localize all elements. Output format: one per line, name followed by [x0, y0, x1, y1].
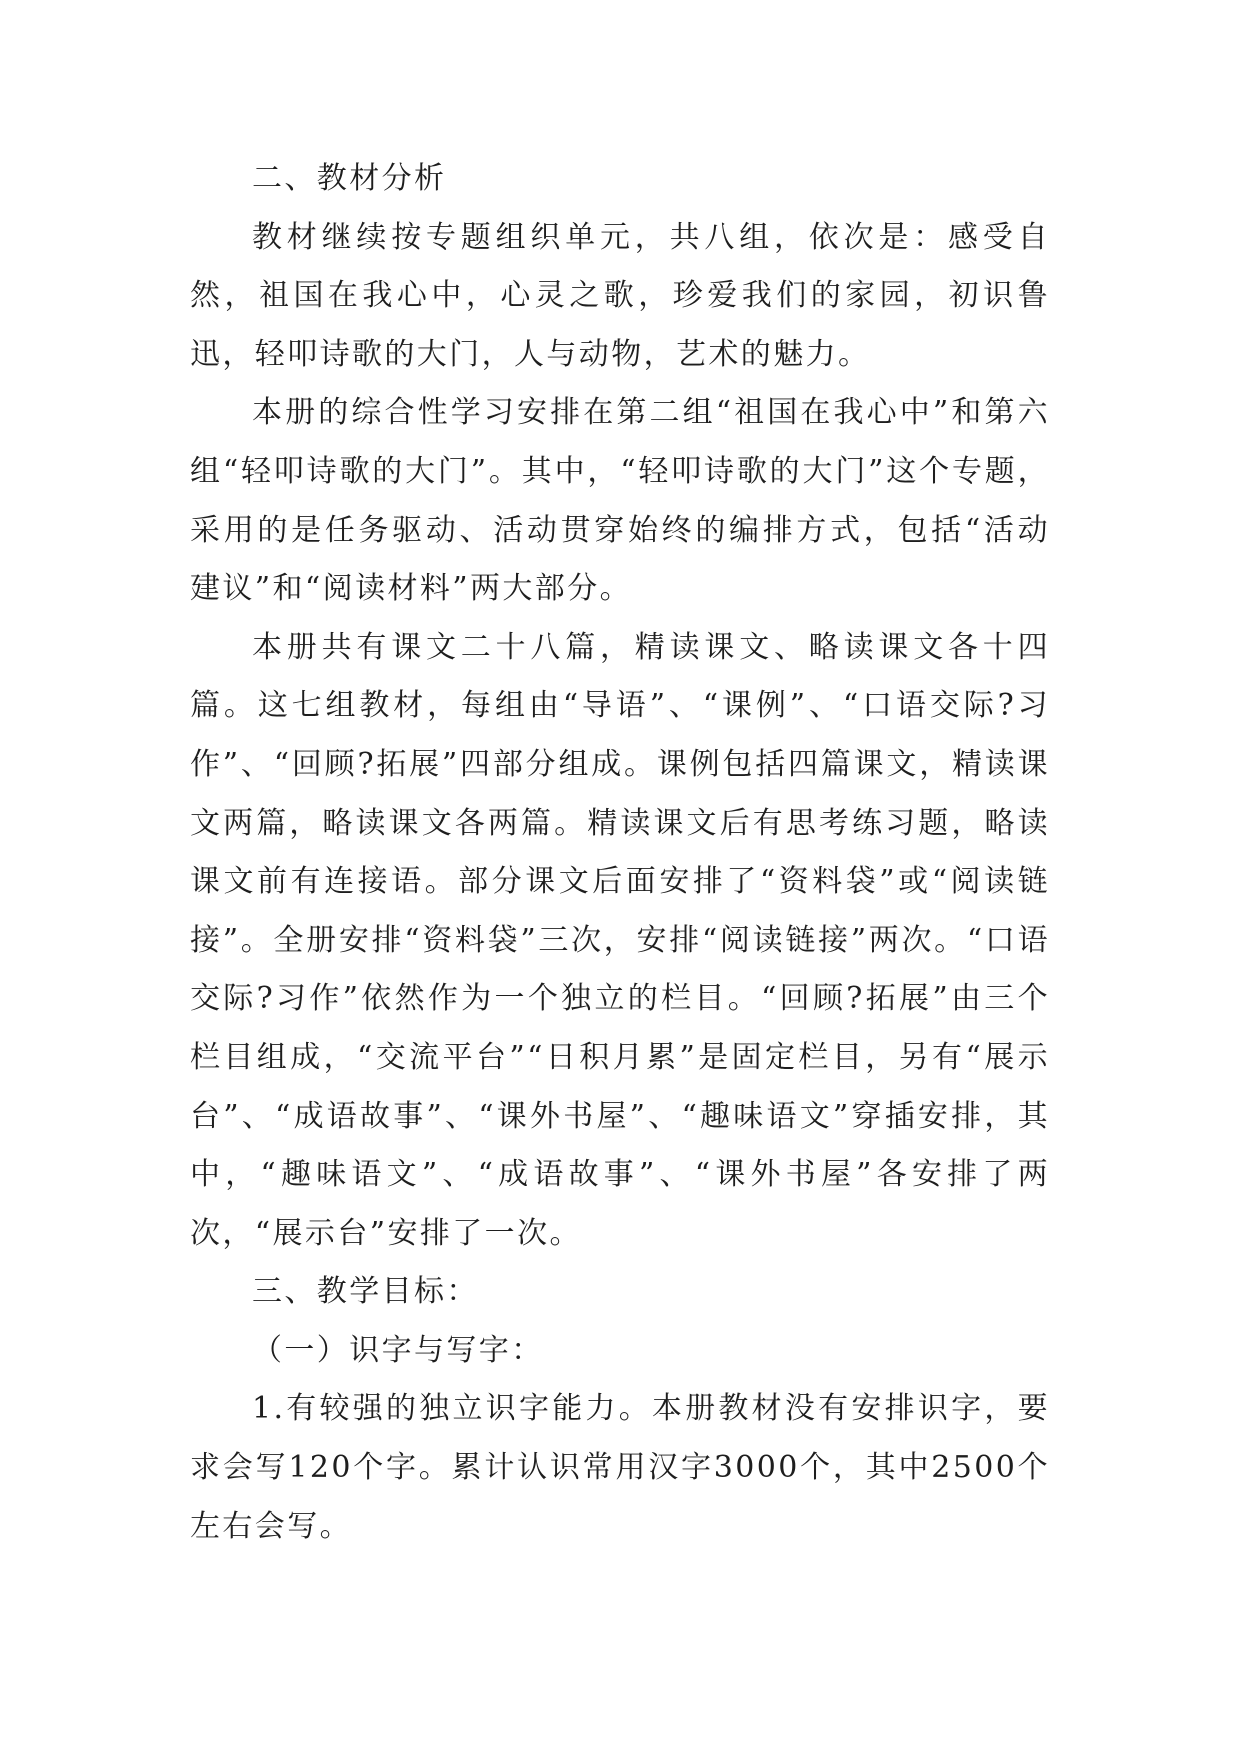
section-heading-materials-analysis: 二、教材分析: [252, 161, 447, 196]
subsection-heading-literacy: （一）识字与写字：: [252, 1332, 544, 1368]
paragraph-literacy-goal-1: 1.有较强的独立识字能力。本册教材没有安排识字，要求会写120个字。累计认识常用汉字3000个，其中2500个左右会写。: [190, 1391, 1050, 1544]
paragraph-unit-topics: 教材继续按专题组织单元，共八组，依次是：感受自然，祖国在我心中，心灵之歌，珍爱我们的家园，初识鲁迅，轻叩诗歌的大门，人与动物，艺术的魅力。: [190, 219, 1050, 372]
paragraph-lesson-structure: 本册共有课文二十八篇，精读课文、略读课文各十四篇。这七组教材，每组由“导语”、“课例”、“口语交际?习作”、“回顾?拓展”四部分组成。课例包括四篇课文，精读课文两篇，略读课文各两篇。精读课文后有思考练习题，略读课文前有连接语。部分课文后面安排了“资料袋”或“阅读链接”。全册安排“资料袋”三次，安排“阅读链接”两次。“口语交际?习作”依然作为一个独立的栏目。“回顾?拓展”由三个栏目组成，“交流平台”“日积月累”是固定栏目，另有“展示台”、“成语故事”、“课外书屋”、“趣味语文”穿插安排，其中，“趣味语文”、“成语故事”、“课外书屋”各安排了两次，“展示台”安排了一次。: [190, 629, 1050, 1251]
section-heading-teaching-goals: 三、教学目标：: [252, 1274, 479, 1310]
paragraph-comprehensive-learning: 本册的综合性学习安排在第二组“祖国在我心中”和第六组“轻叩诗歌的大门”。其中，“轻叩诗歌的大门”这个专题，采用的是任务驱动、活动贯穿始终的编排方式，包括“活动建议”和“阅读材料”两大部分。: [190, 395, 1050, 607]
document-page: [190, 150, 1050, 1556]
